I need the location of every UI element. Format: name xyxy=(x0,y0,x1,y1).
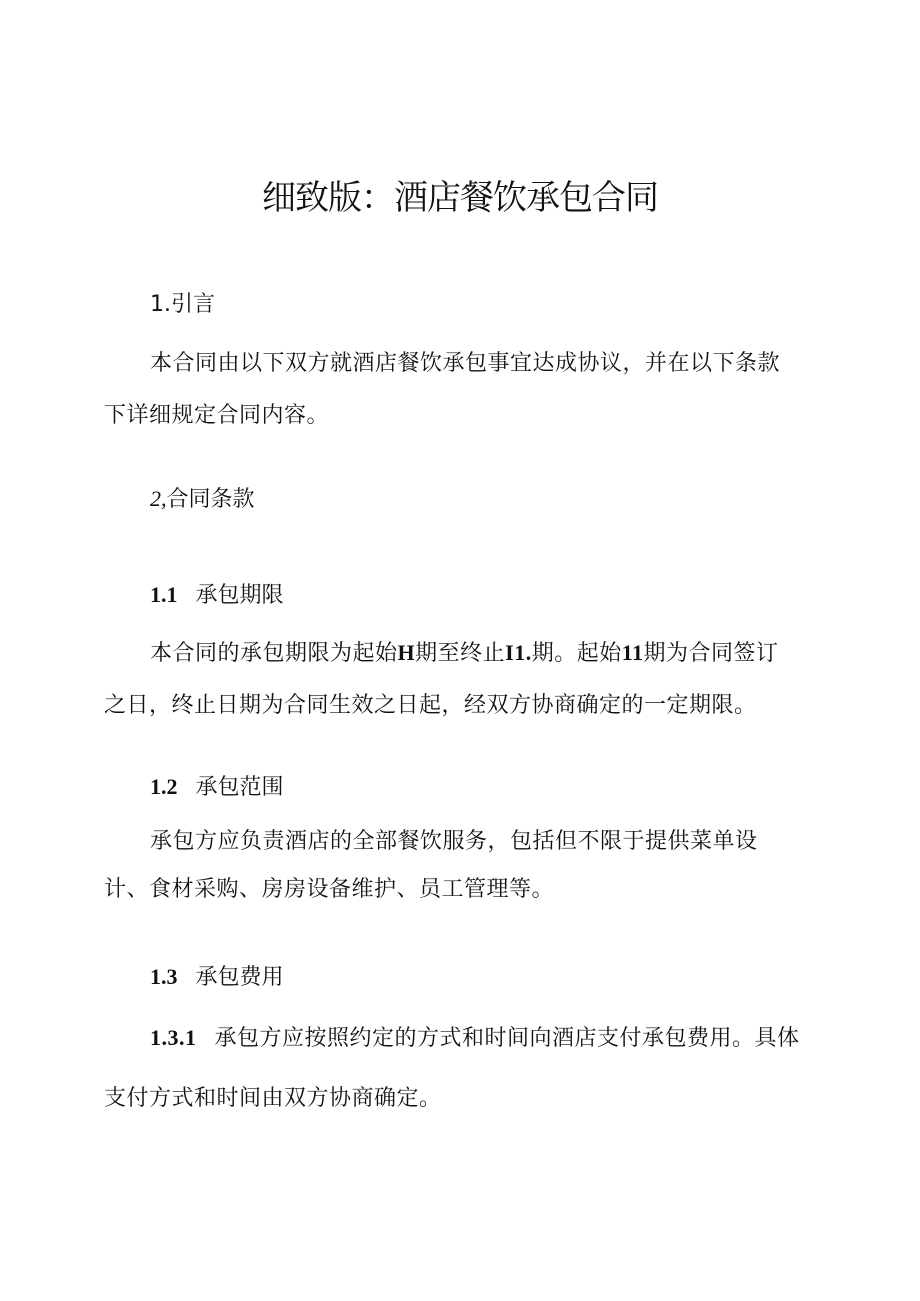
paragraph-line: 1.3.1 承包方应按照约定的方式和时间向酒店支付承包费用。具体 xyxy=(150,1025,800,1051)
clause-heading-term xyxy=(150,580,284,611)
scope-paragraph xyxy=(104,818,824,914)
section-heading-introduction: 1.引言 xyxy=(150,292,215,317)
paragraph-line: 承包方应负责酒店的全部餐饮服务，包括但不限于提供菜单设 xyxy=(150,829,758,854)
clause-number: 1.3 xyxy=(150,964,178,989)
document-title: 细致版：酒店餐饮承包合同 xyxy=(262,178,658,218)
introduction-paragraph xyxy=(104,338,824,442)
fees-payment-paragraph xyxy=(104,1008,824,1129)
clause-title: 承包范围 xyxy=(195,775,284,800)
section-heading-contract-terms xyxy=(150,484,255,515)
clause-number: 1.2 xyxy=(150,774,178,799)
clause-number: 1.1 xyxy=(150,582,178,607)
paragraph-line: 下详细规定合同内容。 xyxy=(104,403,330,428)
clause-heading-fees xyxy=(150,962,284,993)
section-number: 2, xyxy=(150,486,167,511)
clause-heading-scope xyxy=(150,772,284,803)
term-paragraph xyxy=(104,627,824,732)
clause-title: 承包期限 xyxy=(195,583,284,608)
paragraph-line: 本合同的承包期限为起始H期至终止I1.期。起始11期为合同签订 xyxy=(150,640,779,666)
section-title: 合同条款 xyxy=(166,487,255,512)
paragraph-line: 之日，终止日期为合同生效之日起，经双方协商确定的一定期限。 xyxy=(104,693,757,718)
paragraph-line: 本合同由以下双方就酒店餐饮承包事宜达成协议，并在以下条款 xyxy=(150,351,781,376)
subclause-number: 1.3.1 xyxy=(150,1025,197,1050)
paragraph-line: 计、食材采购、房房设备维护、员工管理等。 xyxy=(104,877,555,902)
clause-title: 承包费用 xyxy=(195,965,284,990)
paragraph-line: 支付方式和时间由双方协商确定。 xyxy=(104,1086,442,1111)
